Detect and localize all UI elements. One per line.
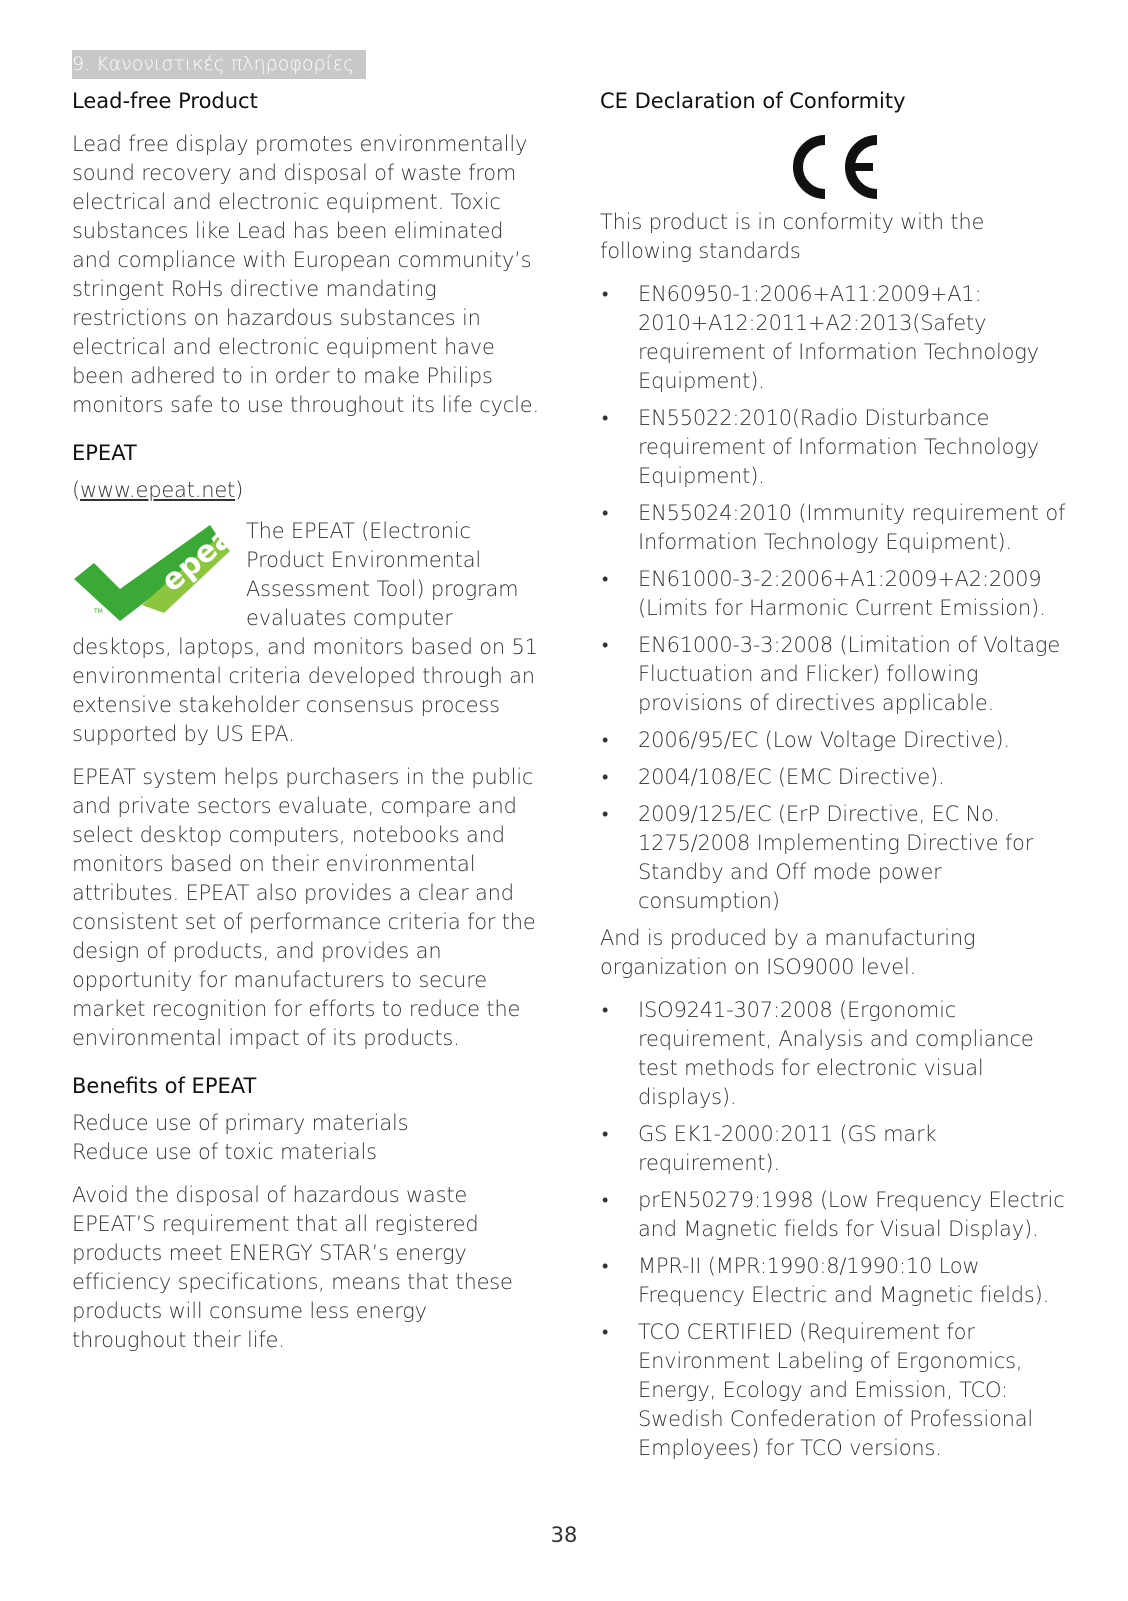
benefits-line-1: Reduce use of primary materials [72,1111,409,1135]
standard-item [600,1252,1070,1310]
standard-item [600,565,1070,623]
standards-list-2 [600,996,1070,1463]
standard-text: EN61000-3-3:2008 (Limitation of Voltage Fluctuation and Flicker) following provisions of directives applicable. [638,633,1061,715]
standard-item [600,1120,1070,1178]
benefits-heading: Benefits of EPEAT [72,1074,257,1098]
bullet-icon: • [602,1256,609,1277]
standard-text: TCO CERTIFIED (Requirement for Environment Labeling of Ergonomics, Energy, Ecology and Emission, TCO: Swedish Confederation of Professional Employees) for TCO versions. [638,1320,1034,1460]
standard-text: 2004/108/EC (EMC Directive). [638,765,945,789]
standard-text: EN55022:2010(Radio Disturbance requirement of Information Technology Equipment). [638,406,1039,488]
bullet-icon: • [602,408,609,429]
standard-text: GS EK1-2000:2011 (GS mark requirement). [638,1122,937,1175]
epeat-tm: TM [94,608,103,615]
ce-heading: CE Declaration of Conformity [600,89,906,113]
epeat-logo-icon [72,510,252,629]
right-column [600,86,1070,1471]
standard-item [600,631,1070,718]
ce-middle: And is produced by a manufacturing organization on ISO9000 level. [600,926,976,979]
standard-item [600,404,1070,491]
ce-intro: This product is in conformity with the following standards [600,210,985,263]
standards-list [600,280,1070,916]
lead-free-heading: Lead-free Product [72,89,258,113]
epeat-link-line [72,476,542,505]
bullet-icon: • [602,503,609,524]
standard-item [600,800,1070,916]
page-number: 38 [550,1523,578,1547]
bullet-icon: • [602,1322,609,1343]
standard-item [600,996,1070,1112]
standard-text: EN60950-1:2006+A11:2009+A1: 2010+A12:2011+A2:2013(Safety requirement of Information Technology Equipment). [638,282,1039,393]
standard-text: ISO9241-307:2008 (Ergonomic requirement, Analysis and compliance test methods for electronic visual displays). [638,998,1034,1109]
epeat-heading: EPEAT [72,441,137,465]
benefits-line-2: Reduce use of toxic materials [72,1140,377,1164]
left-column [72,86,542,1355]
standard-item [600,499,1070,557]
epeat-link[interactable]: www.epeat.net [80,478,236,502]
bullet-icon: • [602,1124,609,1145]
epeat-body-2: EPEAT system helps purchasers in the public and private sectors evaluate, compare and select desktop computers, notebooks and monitors based on their environmental attributes. EPEAT also provides a clear and consistent set of performance criteria for the design of products, and provides an opportunity for manufacturers to secure market recognition for efforts to reduce the environmental impact of its products. [72,765,536,1050]
standard-item [600,1186,1070,1244]
epeat-logo-text: epeat [154,510,252,600]
section-tab: 9. Κανονιστικές πληροφορίες [72,50,366,79]
epeat-block [72,510,542,749]
epeat-body: The EPEAT (Electronic Product Environmental Assessment Tool) program evaluates computer desktops, laptops, and monitors based on 51 environmental criteria developed through an extensive stakeholder consensus process supported by US EPA. [72,519,538,746]
standard-item [600,763,1070,792]
link-close-paren: ) [235,478,244,502]
standard-text: EN55024:2010 (Immunity requirement of Information Technology Equipment). [638,501,1066,554]
standard-text: MPR-II (MPR:1990:8/1990:10 Low Frequency Electric and Magnetic fields). [638,1254,1050,1307]
bullet-icon: • [602,804,609,825]
bullet-icon: • [602,730,609,751]
ce-mark-icon [785,132,885,202]
bullet-icon: • [602,635,609,656]
bullet-icon: • [602,569,609,590]
standard-item [600,280,1070,396]
standard-item [600,1318,1070,1463]
link-open-paren: ( [72,478,80,502]
standard-item [600,726,1070,755]
lead-free-body: Lead free display promotes environmentally sound recovery and disposal of waste from electrical and electronic equipment. Toxic substances like Lead has been eliminated and compliance with European community’s stringent RoHs directive mandating restrictions on hazardous substances in electrical and electronic equipment have been adhered to in order to make Philips monitors safe to use throughout its life cycle. [72,132,539,417]
bullet-icon: • [602,1000,609,1021]
benefits-body: Avoid the disposal of hazardous waste EPEAT’S requirement that all registered products meet ENERGY STAR’s energy efficiency specifications, means that these products will consume less energy throughout their life. [72,1183,513,1352]
standard-text: 2009/125/EC (ErP Directive, EC No. 1275/2008 Implementing Directive for Standby and Off mode power consumption) [638,802,1034,913]
bullet-icon: • [602,1190,609,1211]
standard-text: 2006/95/EC (Low Voltage Directive). [638,728,1010,752]
bullet-icon: • [602,284,609,305]
standard-text: prEN50279:1998 (Low Frequency Electric and Magnetic fields for Visual Display). [638,1188,1065,1241]
standard-text: EN61000-3-2:2006+A1:2009+A2:2009 (Limits for Harmonic Current Emission). [638,567,1046,620]
bullet-icon: • [602,767,609,788]
